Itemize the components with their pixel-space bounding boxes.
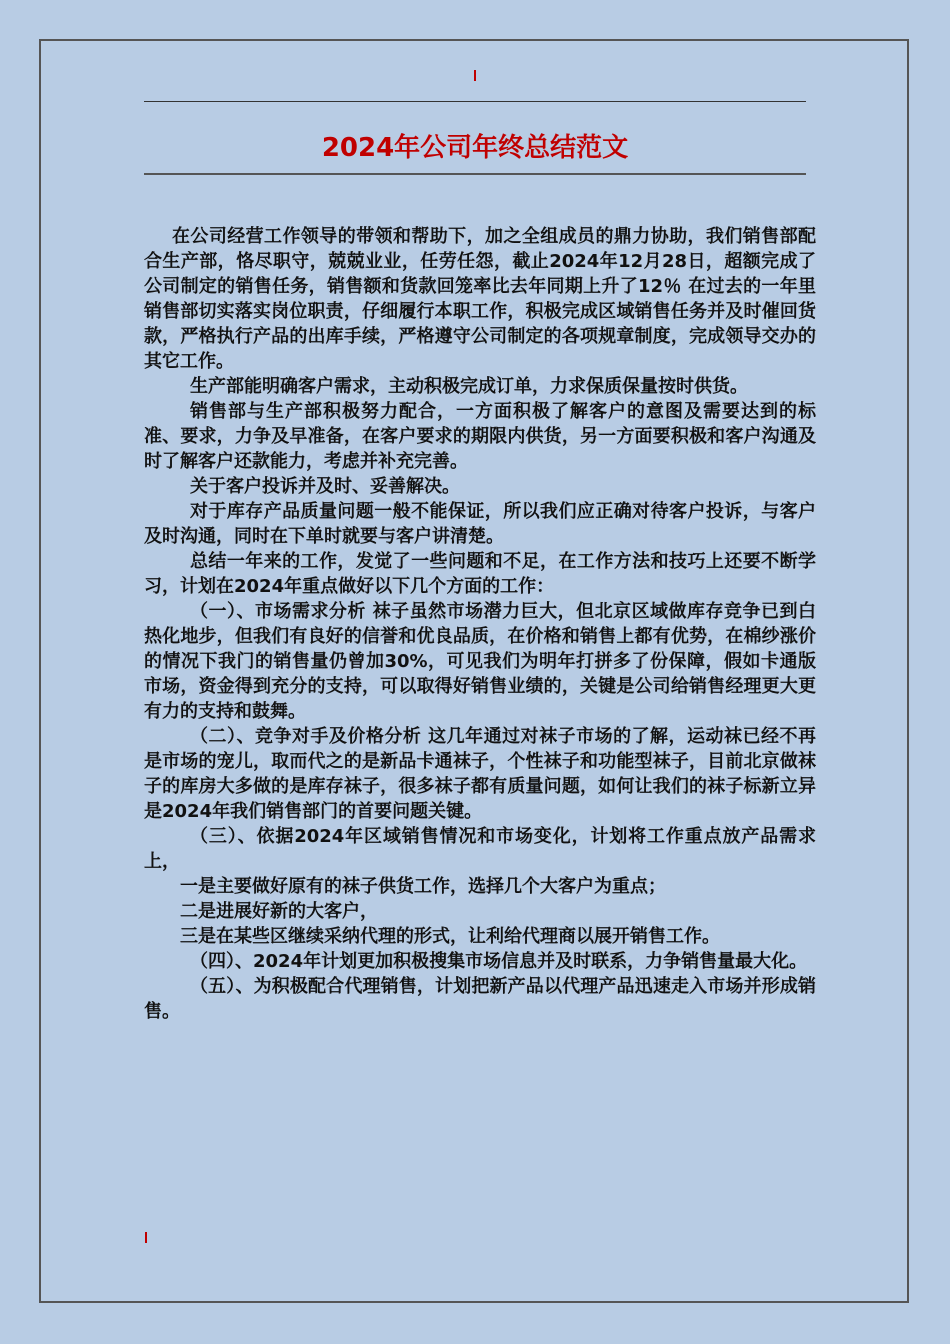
paragraph-summary: 总结一年来的工作，发觉了一些问题和不足，在工作方法和技巧上还要不断学习，计划在2024年重点做好以下几个方面的工作： <box>144 551 816 597</box>
paragraph-section-5: （五）、为积极配合代理销售，计划把新产品以代理产品迅速走入市场并形成销售。 <box>144 976 816 1022</box>
paragraph-section-2: （二）、竞争对手及价格分析 这几年通过对袜子市场的了解，运动袜已经不再是市场的宠儿，取而代之的是新品卡通袜子，个性袜子和功能型袜子，目前北京做袜子的库房大多做的是库存袜子，很多袜子都有质量问题，如何让我们的袜子标新立异是2024年我们销售部门的首要问题关键。 <box>144 726 816 822</box>
header-rule <box>144 101 806 102</box>
document-body <box>144 224 816 1024</box>
paragraph-point-1: 一是主要做好原有的袜子供货工作，选择几个大客户为重点； <box>180 876 666 897</box>
title-rule <box>144 173 806 175</box>
footer-mark <box>145 1232 147 1243</box>
paragraph-point-2: 二是进展好新的大客户， <box>180 901 378 922</box>
paragraph-section-4: （四）、2024年计划更加积极搜集市场信息并及时联系，力争销售量最大化。 <box>190 951 808 972</box>
paragraph-production: 生产部能明确客户需求，主动积极完成订单，力求保质保量按时供货。 <box>190 376 748 397</box>
paragraph-inventory: 对于库存产品质量问题一般不能保证，所以我们应正确对待客户投诉，与客户及时沟通，同时在下单时就要与客户讲清楚。 <box>144 501 816 547</box>
paragraph-intro: 在公司经营工作领导的带领和帮助下，加之全组成员的鼎力协助，我们销售部配合生产部，恪尽职守，兢兢业业，任劳任怨，截止2024年12月28日，超额完成了公司制定的销售任务，销售额和货款回笼率比去年同期上升了12％ 在过去的一年里销售部切实落实岗位职责，仔细履行本职工作，积极完成区域销售任务并及时催回货款，严格执行产品的出库手续，严格遵守公司制定的各项规章制度，完成领导交办的其它工作。 <box>144 226 816 372</box>
paragraph-cooperation: 销售部与生产部积极努力配合，一方面积极了解客户的意图及需要达到的标准、要求，力争及早准备，在客户要求的期限内供货，另一方面要积极和客户沟通及时了解客户还款能力，考虑并补充完善。 <box>144 401 816 472</box>
paragraph-section-1: （一）、市场需求分析 袜子虽然市场潜力巨大，但北京区域做库存竞争已到白热化地步，但我们有良好的信誉和优良品质，在价格和销售上都有优势，在棉纱涨价的情况下我门的销售量仍曾加30%，可见我们为明年打拼多了份保障，假如卡通版市场，资金得到充分的支持，可以取得好销售业绩的，关键是公司给销售经理更大更有力的支持和鼓舞。 <box>144 601 816 722</box>
paragraph-complaints: 关于客户投诉并及时、妥善解决。 <box>190 476 460 497</box>
document-title: 2024年公司年终总结范文 <box>321 133 629 163</box>
paragraph-section-3: （三）、依据2024年区域销售情况和市场变化，计划将工作重点放产品需求上， <box>144 826 816 872</box>
paragraph-point-3: 三是在某些区继续采纳代理的形式，让利给代理商以展开销售工作。 <box>180 926 720 947</box>
header-mark <box>474 70 476 81</box>
